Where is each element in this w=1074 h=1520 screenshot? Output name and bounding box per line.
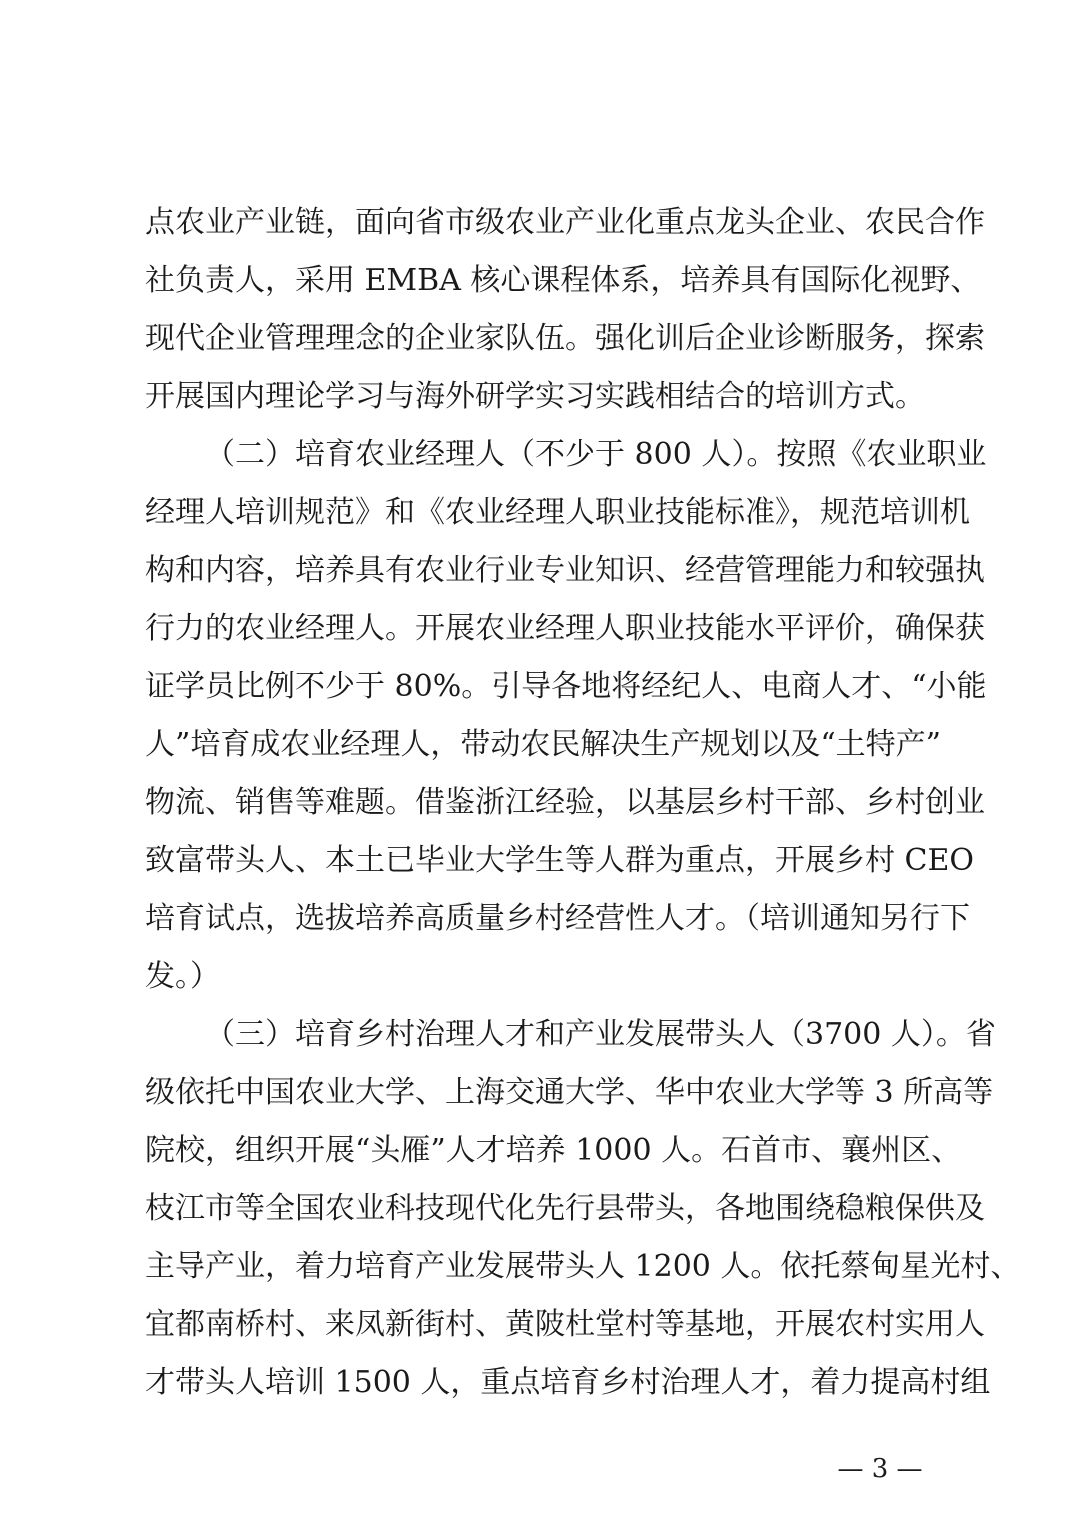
page-number: — 3 — [837,1454,923,1484]
section-heading-line: （三）培育乡村治理人才和产业发展带头人（3700 人）。省 [205,1017,996,1052]
text-line: 枝江市等全国农业科技现代化先行县带头，各地围绕稳粮保供及 [145,1191,985,1226]
text-line: 点农业产业链，面向省市级农业产业化重点龙头企业、农民合作 [145,205,985,240]
text-line: 行力的农业经理人。开展农业经理人职业技能水平评价，确保获 [145,611,985,646]
text-line: 证学员比例不少于 80%。引导各地将经纪人、电商人才、“小能 [145,669,987,704]
text-line: 物流、销售等难题。借鉴浙江经验，以基层乡村干部、乡村创业 [145,785,985,820]
text-line: 院校，组织开展“头雁”人才培养 1000 人。石首市、襄州区、 [145,1133,962,1168]
text-line: 级依托中国农业大学、上海交通大学、华中农业大学等 3 所高等 [145,1075,994,1110]
text-line: 开展国内理论学习与海外研学实习实践相结合的培训方式。 [145,379,925,414]
section-heading-line: （二）培育农业经理人（不少于 800 人）。按照《农业职业 [205,437,987,472]
text-line: 社负责人，采用 EMBA 核心课程体系，培养具有国际化视野、 [145,263,981,298]
text-line: 培育试点，选拔培养高质量乡村经营性人才。（培训通知另行下 [145,901,970,936]
text-line: 才带头人培训 1500 人，重点培育乡村治理人才，着力提高村组 [145,1365,991,1400]
text-line: 人”培育成农业经理人，带动农民解决生产规划以及“土特产” [145,727,942,762]
text-line: 发。） [145,959,220,994]
text-line: 经理人培训规范》和《农业经理人职业技能标准》，规范培训机 [145,495,970,530]
text-line: 主导产业，着力培育产业发展带头人 1200 人。依托蔡甸星光村、 [145,1249,1021,1284]
text-line: 现代企业管理理念的企业家队伍。强化训后企业诊断服务，探索 [145,321,985,356]
text-line: 构和内容，培养具有农业行业专业知识、经营管理能力和较强执 [145,553,985,588]
text-line: 宜都南桥村、来凤新街村、黄陂杜堂村等基地，开展农村实用人 [145,1307,985,1342]
text-line: 致富带头人、本土已毕业大学生等人群为重点，开展乡村 CEO [145,843,974,878]
